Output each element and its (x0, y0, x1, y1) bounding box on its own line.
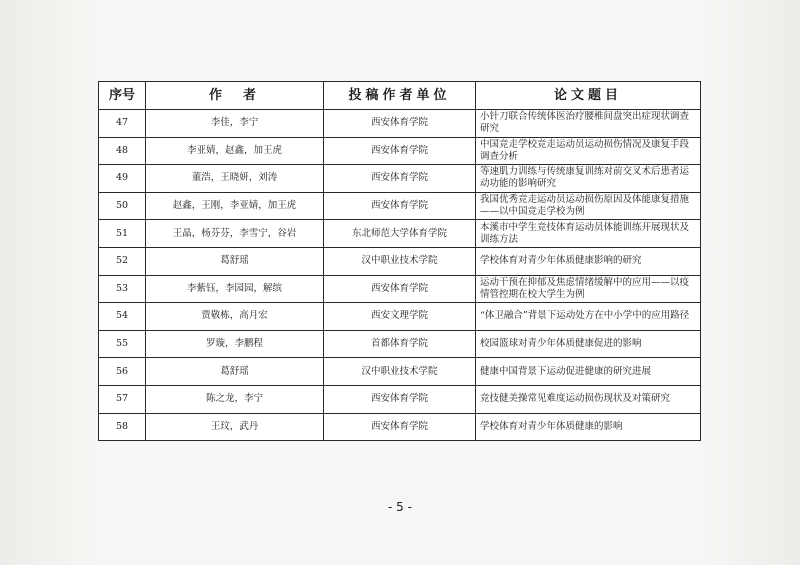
table-row (99, 275, 701, 303)
cell-title: 健康中国背景下运动促进健康的研究进展 (476, 358, 701, 386)
table-row (99, 192, 701, 220)
cell-author: 王玟，武丹 (146, 413, 324, 441)
cell-title: 竞技健美操常见难度运动损伤现状及对策研究 (476, 385, 701, 413)
table-row (99, 137, 701, 165)
table-header-row (99, 82, 701, 110)
cell-author: 董浩，王晓妍，刘涛 (146, 165, 324, 193)
table-row (99, 110, 701, 138)
cell-serial-number: 50 (99, 192, 146, 220)
cell-unit: 西安体育学院 (324, 385, 476, 413)
table-row (99, 247, 701, 275)
cell-author: 李紫钰，李园园，解缤 (146, 275, 324, 303)
header-author: 作 者 (146, 82, 324, 110)
cell-unit: 西安体育学院 (324, 165, 476, 193)
cell-serial-number: 48 (99, 137, 146, 165)
cell-title: 校园篮球对青少年体质健康促进的影响 (476, 330, 701, 358)
table-body (99, 110, 701, 441)
cell-unit: 西安体育学院 (324, 275, 476, 303)
cell-serial-number: 56 (99, 358, 146, 386)
page-number: - 5 - (388, 500, 412, 514)
cell-serial-number: 58 (99, 413, 146, 441)
header-title: 论文题目 (476, 82, 701, 110)
cell-title: 学校体育对青少年体质健康的影响 (476, 413, 701, 441)
table-row (99, 220, 701, 248)
cell-unit: 西安体育学院 (324, 192, 476, 220)
cell-serial-number: 53 (99, 275, 146, 303)
table-row (99, 303, 701, 331)
cell-serial-number: 52 (99, 247, 146, 275)
cell-title: 我国优秀竞走运动员运动损伤原因及体能康复措施——以中国竞走学校为例 (476, 192, 701, 220)
cell-serial-number: 47 (99, 110, 146, 138)
cell-unit: 西安体育学院 (324, 137, 476, 165)
cell-unit: 汉中职业技术学院 (324, 358, 476, 386)
cell-title: “体卫融合”背景下运动处方在中小学中的应用路径 (476, 303, 701, 331)
cell-author: 李亚婧，赵鑫，加王虎 (146, 137, 324, 165)
table-row (99, 385, 701, 413)
cell-title: 本溪市中学生竞技体育运动员体能训练开展现状及训练方法 (476, 220, 701, 248)
table-row (99, 165, 701, 193)
cell-title: 等速肌力训练与传统康复训练对前交叉术后患者运动功能的影响研究 (476, 165, 701, 193)
cell-serial-number: 57 (99, 385, 146, 413)
cell-author: 罗璇，李鹏程 (146, 330, 324, 358)
cell-author: 赵鑫，王刚，李亚婧，加王虎 (146, 192, 324, 220)
table-row (99, 358, 701, 386)
header-unit: 投稿作者单位 (324, 82, 476, 110)
cell-author: 贾敬栋，高月宏 (146, 303, 324, 331)
cell-author: 葛舒瑶 (146, 247, 324, 275)
cell-title: 中国竞走学校竞走运动员运动损伤情况及康复手段调查分析 (476, 137, 701, 165)
cell-serial-number: 54 (99, 303, 146, 331)
cell-unit: 西安体育学院 (324, 413, 476, 441)
header-serial-number: 序号 (99, 82, 146, 110)
cell-author: 陈之龙，李宁 (146, 385, 324, 413)
paper-list-table (98, 81, 701, 441)
cell-unit: 东北师范大学体育学院 (324, 220, 476, 248)
table-row (99, 330, 701, 358)
cell-serial-number: 49 (99, 165, 146, 193)
cell-serial-number: 55 (99, 330, 146, 358)
cell-serial-number: 51 (99, 220, 146, 248)
table-row (99, 413, 701, 441)
cell-title: 小针刀联合传统体医治疗腰椎间盘突出症现状调查研究 (476, 110, 701, 138)
cell-title: 运动干预在抑郁及焦虑情绪缓解中的应用——以疫情管控期在校大学生为例 (476, 275, 701, 303)
cell-author: 葛舒瑶 (146, 358, 324, 386)
cell-title: 学校体育对青少年体质健康影响的研究 (476, 247, 701, 275)
cell-author: 王晶，杨芬芬，李雪宁，谷岩 (146, 220, 324, 248)
cell-unit: 汉中职业技术学院 (324, 247, 476, 275)
cell-unit: 西安体育学院 (324, 110, 476, 138)
cell-author: 李佳，李宁 (146, 110, 324, 138)
cell-unit: 首都体育学院 (324, 330, 476, 358)
cell-unit: 西安文理学院 (324, 303, 476, 331)
